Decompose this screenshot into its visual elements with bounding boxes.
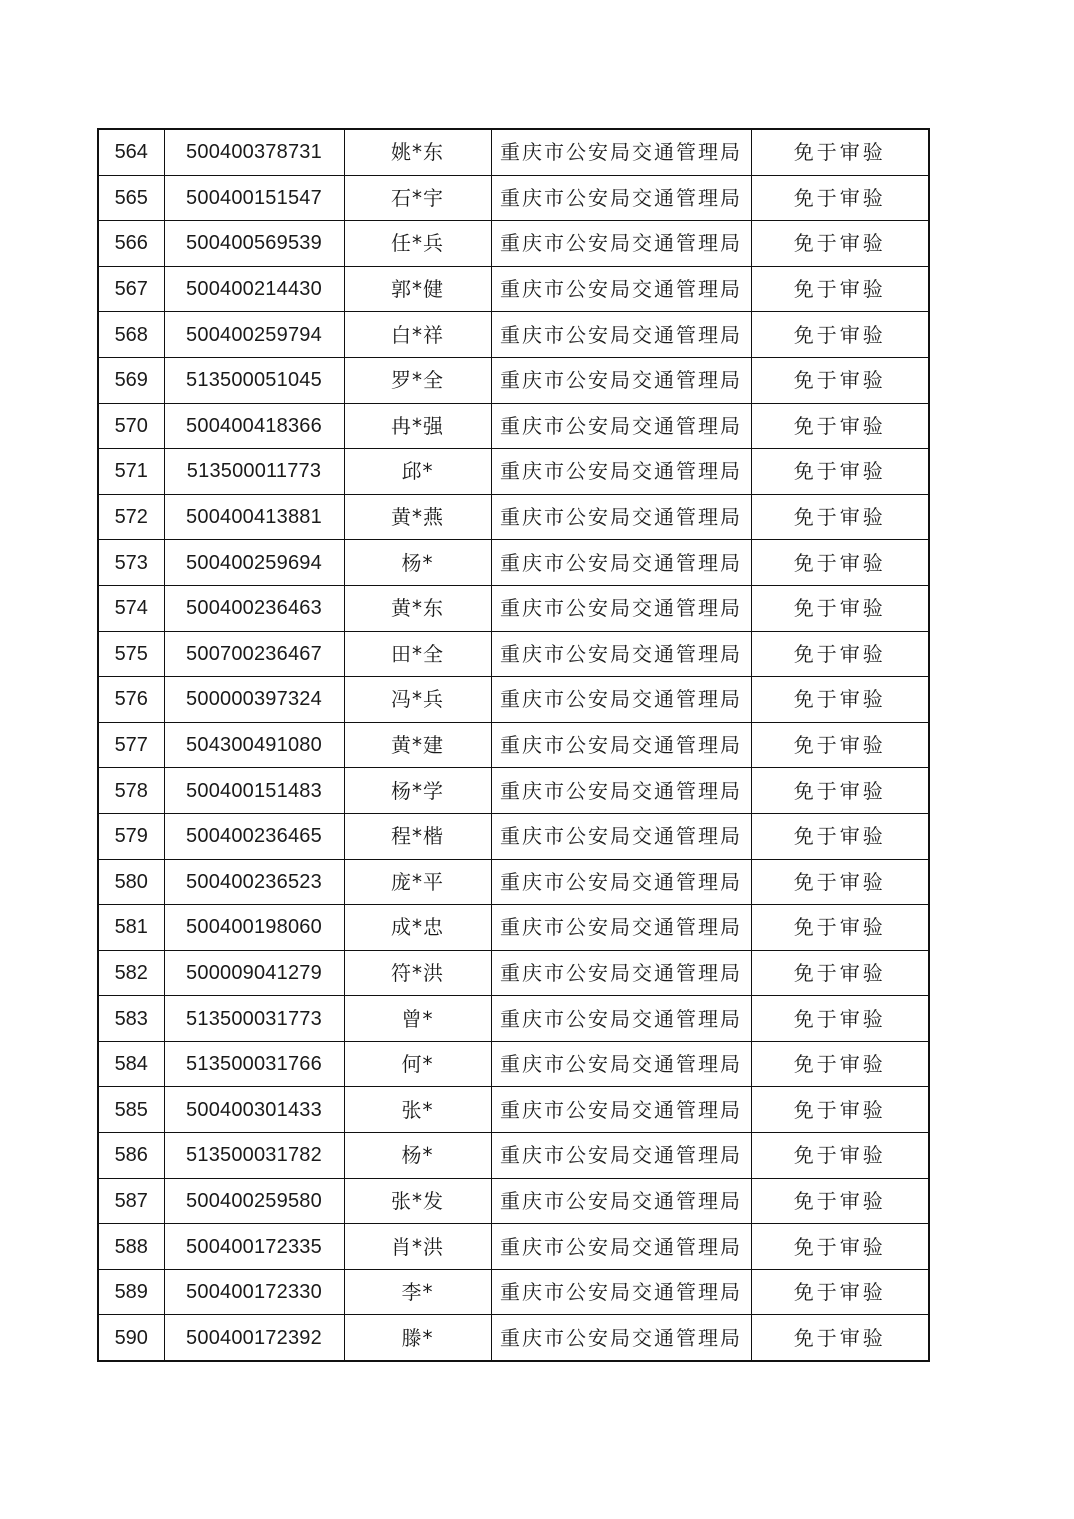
driver-name-cell: 邱* bbox=[344, 449, 491, 495]
row-number-cell: 584 bbox=[98, 1041, 164, 1087]
review-result-cell: 免于审验 bbox=[751, 1133, 929, 1179]
issuing-authority-cell: 重庆市公安局交通管理局 bbox=[491, 266, 751, 312]
review-result-cell: 免于审验 bbox=[751, 950, 929, 996]
license-number-cell: 500400198060 bbox=[164, 905, 344, 951]
license-number-cell: 500400259580 bbox=[164, 1178, 344, 1224]
license-number-cell: 500400236463 bbox=[164, 585, 344, 631]
row-number-cell: 571 bbox=[98, 449, 164, 495]
row-number-cell: 568 bbox=[98, 312, 164, 358]
row-number-cell: 578 bbox=[98, 768, 164, 814]
issuing-authority-cell: 重庆市公安局交通管理局 bbox=[491, 677, 751, 723]
license-number-cell: 500400172330 bbox=[164, 1269, 344, 1315]
review-result-cell: 免于审验 bbox=[751, 221, 929, 267]
row-number-cell: 564 bbox=[98, 129, 164, 175]
license-number-cell: 500400172392 bbox=[164, 1315, 344, 1361]
table-row bbox=[98, 768, 929, 814]
table-row bbox=[98, 403, 929, 449]
issuing-authority-cell: 重庆市公安局交通管理局 bbox=[491, 859, 751, 905]
driver-name-cell: 冉*强 bbox=[344, 403, 491, 449]
driver-name-cell: 张* bbox=[344, 1087, 491, 1133]
license-number-cell: 513500031766 bbox=[164, 1041, 344, 1087]
table-row bbox=[98, 175, 929, 221]
row-number-cell: 569 bbox=[98, 357, 164, 403]
review-result-cell: 免于审验 bbox=[751, 996, 929, 1042]
driver-name-cell: 郭*健 bbox=[344, 266, 491, 312]
issuing-authority-cell: 重庆市公安局交通管理局 bbox=[491, 768, 751, 814]
review-result-cell: 免于审验 bbox=[751, 859, 929, 905]
table-row bbox=[98, 722, 929, 768]
driver-name-cell: 田*全 bbox=[344, 631, 491, 677]
issuing-authority-cell: 重庆市公安局交通管理局 bbox=[491, 129, 751, 175]
review-result-cell: 免于审验 bbox=[751, 905, 929, 951]
driver-name-cell: 成*忠 bbox=[344, 905, 491, 951]
license-number-cell: 504300491080 bbox=[164, 722, 344, 768]
roster-table bbox=[97, 128, 930, 1362]
license-number-cell: 500400172335 bbox=[164, 1224, 344, 1270]
driver-name-cell: 黄*燕 bbox=[344, 494, 491, 540]
review-result-cell: 免于审验 bbox=[751, 266, 929, 312]
issuing-authority-cell: 重庆市公安局交通管理局 bbox=[491, 312, 751, 358]
license-number-cell: 500400413881 bbox=[164, 494, 344, 540]
license-number-cell: 500009041279 bbox=[164, 950, 344, 996]
row-number-cell: 586 bbox=[98, 1133, 164, 1179]
issuing-authority-cell: 重庆市公安局交通管理局 bbox=[491, 1087, 751, 1133]
row-number-cell: 566 bbox=[98, 221, 164, 267]
row-number-cell: 576 bbox=[98, 677, 164, 723]
review-result-cell: 免于审验 bbox=[751, 1269, 929, 1315]
driver-name-cell: 曾* bbox=[344, 996, 491, 1042]
review-result-cell: 免于审验 bbox=[751, 403, 929, 449]
row-number-cell: 581 bbox=[98, 905, 164, 951]
issuing-authority-cell: 重庆市公安局交通管理局 bbox=[491, 1269, 751, 1315]
row-number-cell: 585 bbox=[98, 1087, 164, 1133]
row-number-cell: 574 bbox=[98, 585, 164, 631]
driver-name-cell: 冯*兵 bbox=[344, 677, 491, 723]
issuing-authority-cell: 重庆市公安局交通管理局 bbox=[491, 221, 751, 267]
license-number-cell: 513500051045 bbox=[164, 357, 344, 403]
row-number-cell: 579 bbox=[98, 813, 164, 859]
table-row bbox=[98, 677, 929, 723]
table-row bbox=[98, 1133, 929, 1179]
license-number-cell: 500400378731 bbox=[164, 129, 344, 175]
row-number-cell: 567 bbox=[98, 266, 164, 312]
review-result-cell: 免于审验 bbox=[751, 1041, 929, 1087]
table-row bbox=[98, 905, 929, 951]
table-row bbox=[98, 540, 929, 586]
issuing-authority-cell: 重庆市公安局交通管理局 bbox=[491, 357, 751, 403]
review-result-cell: 免于审验 bbox=[751, 1224, 929, 1270]
license-number-cell: 500400236523 bbox=[164, 859, 344, 905]
driver-name-cell: 石*宇 bbox=[344, 175, 491, 221]
issuing-authority-cell: 重庆市公安局交通管理局 bbox=[491, 175, 751, 221]
driver-name-cell: 杨*学 bbox=[344, 768, 491, 814]
issuing-authority-cell: 重庆市公安局交通管理局 bbox=[491, 631, 751, 677]
table-row bbox=[98, 1269, 929, 1315]
issuing-authority-cell: 重庆市公安局交通管理局 bbox=[491, 996, 751, 1042]
license-number-cell: 513500011773 bbox=[164, 449, 344, 495]
issuing-authority-cell: 重庆市公安局交通管理局 bbox=[491, 1133, 751, 1179]
issuing-authority-cell: 重庆市公安局交通管理局 bbox=[491, 1041, 751, 1087]
issuing-authority-cell: 重庆市公安局交通管理局 bbox=[491, 1315, 751, 1361]
license-number-cell: 500400259694 bbox=[164, 540, 344, 586]
table-row bbox=[98, 631, 929, 677]
table-row bbox=[98, 266, 929, 312]
table-row bbox=[98, 950, 929, 996]
driver-name-cell: 程*楷 bbox=[344, 813, 491, 859]
row-number-cell: 572 bbox=[98, 494, 164, 540]
row-number-cell: 575 bbox=[98, 631, 164, 677]
row-number-cell: 565 bbox=[98, 175, 164, 221]
license-number-cell: 500400569539 bbox=[164, 221, 344, 267]
driver-name-cell: 罗*全 bbox=[344, 357, 491, 403]
driver-name-cell: 黄*建 bbox=[344, 722, 491, 768]
driver-name-cell: 姚*东 bbox=[344, 129, 491, 175]
table-row bbox=[98, 996, 929, 1042]
table-row bbox=[98, 1041, 929, 1087]
issuing-authority-cell: 重庆市公安局交通管理局 bbox=[491, 950, 751, 996]
review-result-cell: 免于审验 bbox=[751, 813, 929, 859]
driver-name-cell: 符*洪 bbox=[344, 950, 491, 996]
driver-name-cell: 何* bbox=[344, 1041, 491, 1087]
review-result-cell: 免于审验 bbox=[751, 1178, 929, 1224]
row-number-cell: 583 bbox=[98, 996, 164, 1042]
review-result-cell: 免于审验 bbox=[751, 585, 929, 631]
license-number-cell: 513500031773 bbox=[164, 996, 344, 1042]
table-row bbox=[98, 449, 929, 495]
issuing-authority-cell: 重庆市公安局交通管理局 bbox=[491, 449, 751, 495]
driver-name-cell: 白*祥 bbox=[344, 312, 491, 358]
review-result-cell: 免于审验 bbox=[751, 1087, 929, 1133]
review-result-cell: 免于审验 bbox=[751, 175, 929, 221]
driver-name-cell: 任*兵 bbox=[344, 221, 491, 267]
table-row bbox=[98, 813, 929, 859]
roster-table-body bbox=[98, 129, 929, 1361]
license-number-cell: 500400418366 bbox=[164, 403, 344, 449]
license-number-cell: 500400236465 bbox=[164, 813, 344, 859]
license-number-cell: 500700236467 bbox=[164, 631, 344, 677]
issuing-authority-cell: 重庆市公安局交通管理局 bbox=[491, 585, 751, 631]
table-row bbox=[98, 221, 929, 267]
row-number-cell: 582 bbox=[98, 950, 164, 996]
issuing-authority-cell: 重庆市公安局交通管理局 bbox=[491, 905, 751, 951]
driver-name-cell: 黄*东 bbox=[344, 585, 491, 631]
table-row bbox=[98, 585, 929, 631]
table-row bbox=[98, 1224, 929, 1270]
table-row bbox=[98, 1087, 929, 1133]
issuing-authority-cell: 重庆市公安局交通管理局 bbox=[491, 813, 751, 859]
table-row bbox=[98, 129, 929, 175]
row-number-cell: 573 bbox=[98, 540, 164, 586]
table-row bbox=[98, 357, 929, 403]
review-result-cell: 免于审验 bbox=[751, 1315, 929, 1361]
license-number-cell: 513500031782 bbox=[164, 1133, 344, 1179]
table-row bbox=[98, 312, 929, 358]
table-row bbox=[98, 1178, 929, 1224]
table-row bbox=[98, 494, 929, 540]
row-number-cell: 588 bbox=[98, 1224, 164, 1270]
review-result-cell: 免于审验 bbox=[751, 357, 929, 403]
row-number-cell: 570 bbox=[98, 403, 164, 449]
issuing-authority-cell: 重庆市公安局交通管理局 bbox=[491, 1224, 751, 1270]
driver-name-cell: 庞*平 bbox=[344, 859, 491, 905]
issuing-authority-cell: 重庆市公安局交通管理局 bbox=[491, 494, 751, 540]
license-number-cell: 500400259794 bbox=[164, 312, 344, 358]
driver-name-cell: 李* bbox=[344, 1269, 491, 1315]
driver-name-cell: 杨* bbox=[344, 540, 491, 586]
row-number-cell: 577 bbox=[98, 722, 164, 768]
license-number-cell: 500400301433 bbox=[164, 1087, 344, 1133]
license-number-cell: 500000397324 bbox=[164, 677, 344, 723]
issuing-authority-cell: 重庆市公安局交通管理局 bbox=[491, 722, 751, 768]
review-result-cell: 免于审验 bbox=[751, 631, 929, 677]
table-row bbox=[98, 859, 929, 905]
review-result-cell: 免于审验 bbox=[751, 722, 929, 768]
issuing-authority-cell: 重庆市公安局交通管理局 bbox=[491, 1178, 751, 1224]
review-result-cell: 免于审验 bbox=[751, 540, 929, 586]
driver-name-cell: 滕* bbox=[344, 1315, 491, 1361]
driver-name-cell: 张*发 bbox=[344, 1178, 491, 1224]
review-result-cell: 免于审验 bbox=[751, 677, 929, 723]
license-number-cell: 500400151547 bbox=[164, 175, 344, 221]
issuing-authority-cell: 重庆市公安局交通管理局 bbox=[491, 540, 751, 586]
table-row bbox=[98, 1315, 929, 1361]
review-result-cell: 免于审验 bbox=[751, 312, 929, 358]
review-result-cell: 免于审验 bbox=[751, 449, 929, 495]
license-number-cell: 500400214430 bbox=[164, 266, 344, 312]
row-number-cell: 589 bbox=[98, 1269, 164, 1315]
review-result-cell: 免于审验 bbox=[751, 129, 929, 175]
row-number-cell: 590 bbox=[98, 1315, 164, 1361]
issuing-authority-cell: 重庆市公安局交通管理局 bbox=[491, 403, 751, 449]
driver-name-cell: 杨* bbox=[344, 1133, 491, 1179]
review-result-cell: 免于审验 bbox=[751, 768, 929, 814]
review-result-cell: 免于审验 bbox=[751, 494, 929, 540]
row-number-cell: 587 bbox=[98, 1178, 164, 1224]
license-number-cell: 500400151483 bbox=[164, 768, 344, 814]
row-number-cell: 580 bbox=[98, 859, 164, 905]
driver-name-cell: 肖*洪 bbox=[344, 1224, 491, 1270]
